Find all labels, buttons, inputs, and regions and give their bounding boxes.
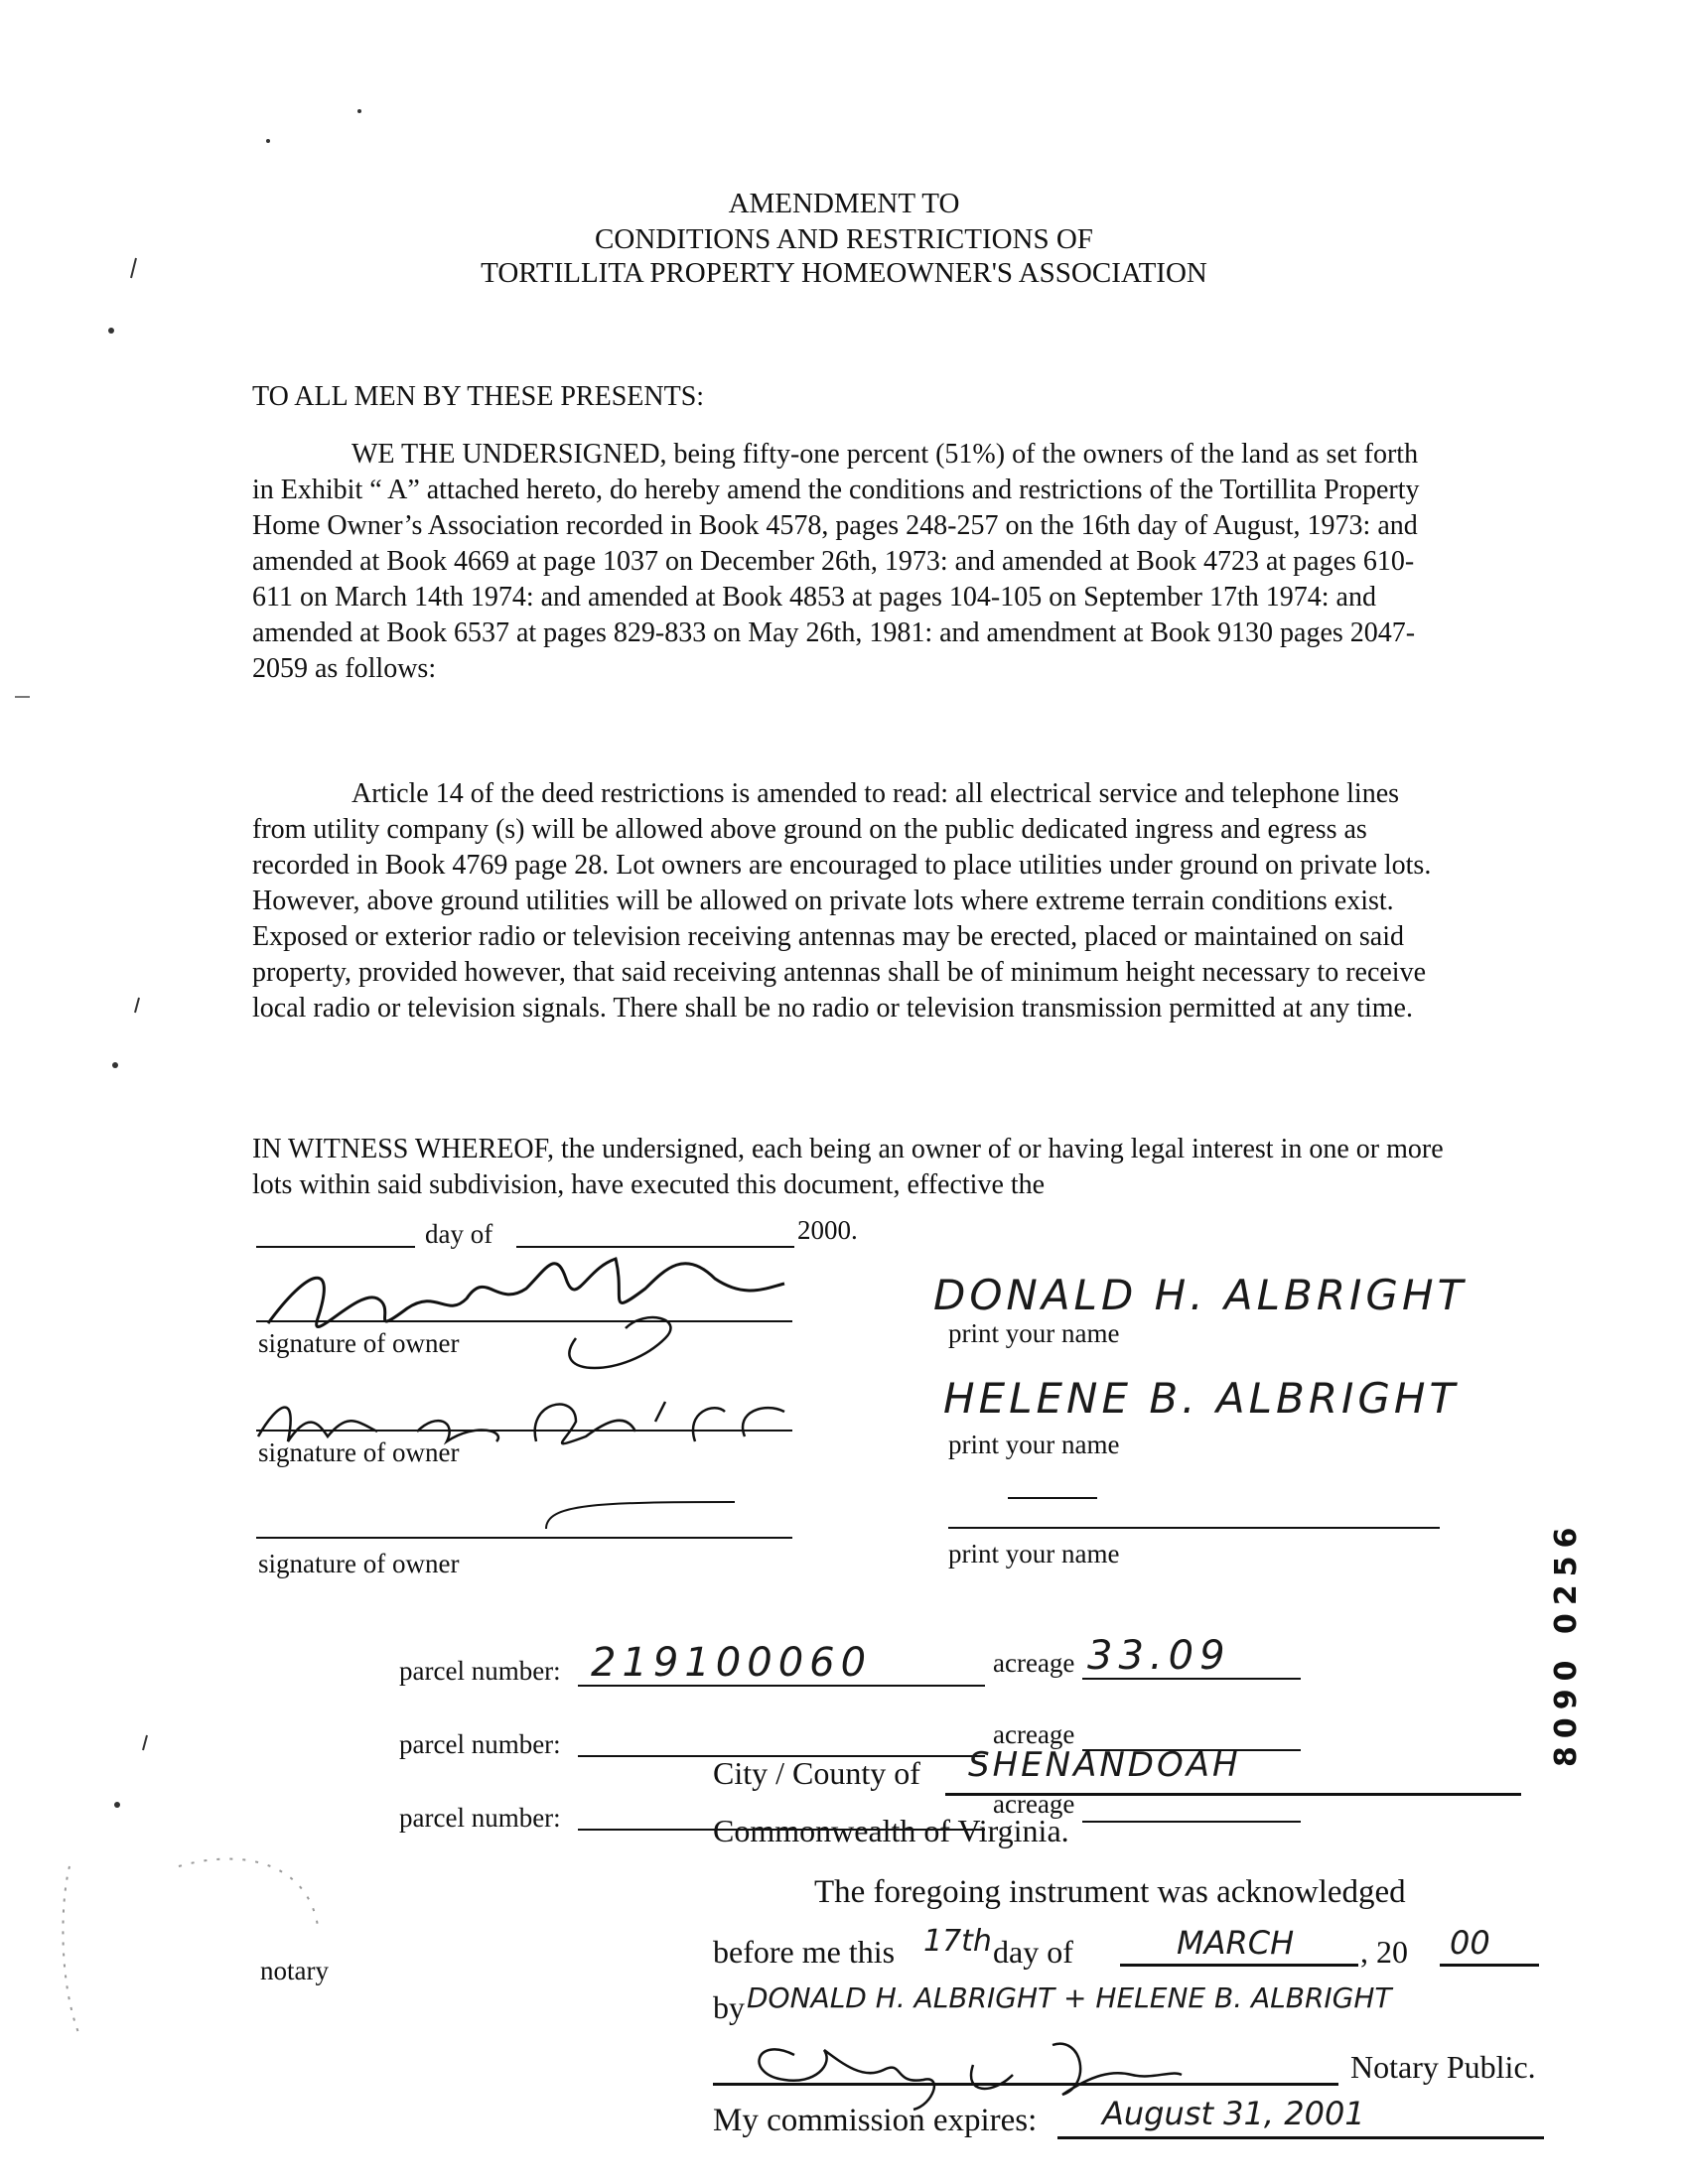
commonwealth-line: Commonwealth of Virginia.: [713, 1813, 1069, 1848]
printed-name-2: HELENE B. ALBRIGHT: [943, 1374, 1460, 1423]
signature-of-owner-label-3: signature of owner: [258, 1549, 460, 1578]
print-your-name-label-1: print your name: [948, 1318, 1120, 1348]
print-your-name-label-3: print your name: [948, 1539, 1120, 1569]
city-county-value: SHENANDOAH: [968, 1745, 1241, 1785]
acknowledged-by-value: DONALD H. ALBRIGHT + HELENE B. ALBRIGHT: [747, 1981, 1392, 2014]
acreage-value-1: 33.09: [1087, 1633, 1231, 1679]
city-county-label: City / County of: [713, 1755, 920, 1791]
paragraph-amendment-recitals: WE THE UNDERSIGNED, being fifty-one percent (51%) of the owners of the land as set forth in Exhibit “ A” attached hereto, do hereby amend the conditions and restrictions of the Tortillita Property Home Owner’s Association recorded in Book 4578, pages 248-257 on the 16th day of August, 1973: and amended at Book 4669 at page 1037 on December 26th, 1973: and amended at Book 4723 at pages 610-611 on March 14th 1974: and amended at Book 4853 at pages 104-105 on September 17th 1974: and amended at Book 6537 at pages 829-833 on May 26th, 1981: and amendment at Book 9130 pages 2047-2059 as follows:: [252, 439, 1420, 684]
notary-year-prefix: , 20: [1360, 1934, 1408, 1970]
day-of-label: day of: [425, 1219, 493, 1249]
margin-recording-stamp: 8090 0256: [1549, 1519, 1584, 1767]
printed-name-1: DONALD H. ALBRIGHT: [933, 1271, 1468, 1319]
parcel-number-value-1: 219100060: [591, 1640, 873, 1686]
notary-label: notary: [260, 1956, 329, 1985]
before-me-label: before me this: [713, 1934, 896, 1970]
print-your-name-label-2: print your name: [948, 1430, 1120, 1459]
by-label: by: [713, 1989, 745, 2025]
document-title-line-1: AMENDMENT TO: [728, 188, 960, 219]
salutation: TO ALL MEN BY THESE PRESENTS:: [252, 381, 705, 412]
document-title-line-3: TORTILLITA PROPERTY HOMEOWNER'S ASSOCIATION: [481, 257, 1207, 289]
acreage-label-1: acreage: [993, 1648, 1075, 1678]
signature-of-owner-label-1: signature of owner: [258, 1328, 460, 1358]
notary-month-value: MARCH: [1177, 1924, 1295, 1962]
acreage-label-3: acreage: [993, 1789, 1075, 1819]
commission-expires-label: My commission expires:: [713, 2103, 1038, 2138]
document-title-line-2: CONDITIONS AND RESTRICTIONS OF: [595, 223, 1093, 255]
signature-of-owner-label-2: signature of owner: [258, 1437, 460, 1467]
paragraph-article-14: Article 14 of the deed restrictions is amended to read: all electrical service and telephone lines from utility company (s) will be allowed above ground on the public dedicated ingress and egress as recorded in Book 4769 page 28. Lot owners are encouraged to place utilities under ground on private lots. However, above ground utilities will be allowed on private lots where extreme terrain conditions exist. Exposed or exterior radio or television receiving antennas may be erected, placed or maintained on said property, provided however, that said receiving antennas shall be of minimum height necessary to receive local radio or television signals. There shall be no radio or television transmission permitted at any time.: [252, 778, 1432, 1024]
parcel-number-label-2: parcel number:: [399, 1729, 561, 1759]
commission-expires-value: August 31, 2001: [1102, 2095, 1365, 2132]
acreage-label-2: acreage: [993, 1719, 1075, 1749]
parcel-number-label-1: parcel number:: [399, 1656, 561, 1686]
parcel-number-label-3: parcel number:: [399, 1803, 561, 1833]
day-of-label-notary: day of: [993, 1934, 1073, 1970]
witness-clause: IN WITNESS WHEREOF, the undersigned, each being an owner of or having legal interest in one or more lots within said subdivision, have executed this document, effective the: [252, 1134, 1444, 1200]
acknowledged-line: The foregoing instrument was acknowledged: [814, 1874, 1406, 1910]
notary-day-value: 17th: [923, 1924, 992, 1959]
notary-public-label: Notary Public.: [1350, 2049, 1536, 2085]
notary-year-value: 00: [1450, 1924, 1490, 1962]
year-label: 2000.: [797, 1215, 858, 1245]
